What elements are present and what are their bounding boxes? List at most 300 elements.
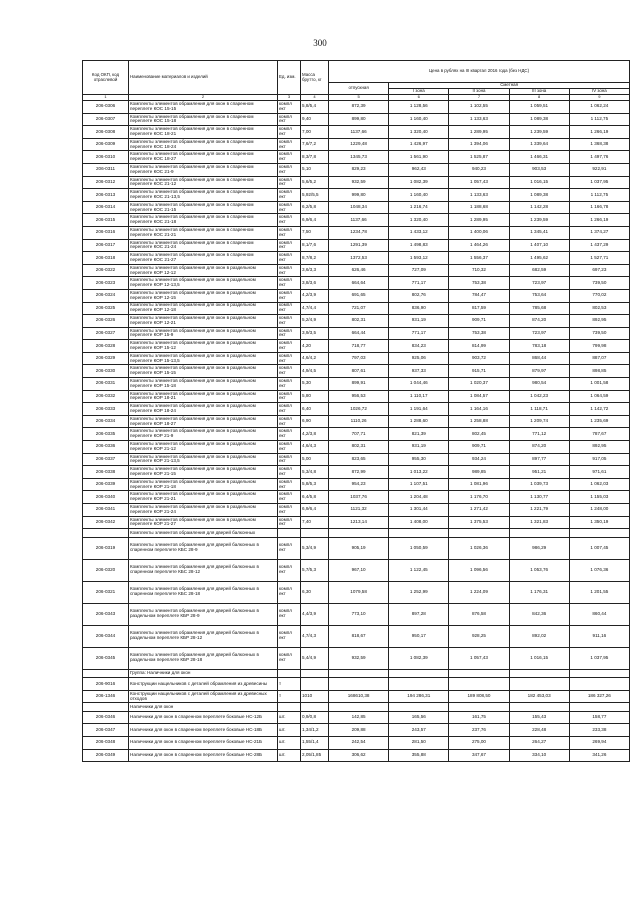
cell-mass: 6,2/5,8 — [301, 201, 329, 214]
cell-zone1-price: 1 191,64 — [389, 403, 449, 416]
cell-unit — [278, 669, 301, 678]
cell-name: Комплекты элементов обрамления для дверей балконных в спаренном переплете КБС 28-9 — [129, 537, 278, 559]
cell-zone3-price: 1 089,38 — [509, 113, 569, 126]
cell-code: 206-0338 — [83, 466, 129, 479]
cell-mass: 6,30 — [301, 581, 329, 603]
cell-name: Комплекты элементов обрамления для окон в раздельном переплете КОР 12-18 — [129, 302, 278, 315]
cell-zone1-price — [389, 529, 449, 538]
cell-mass — [301, 529, 329, 538]
cell-zone4-price: 697,23 — [569, 264, 629, 277]
cell-mass: 5,10 — [301, 163, 329, 176]
cell-code: 206-0332 — [83, 390, 129, 403]
cell-zone2-price: 1 400,06 — [449, 226, 509, 239]
cell-name: Наличники для окон — [129, 703, 278, 712]
cell-zone1-price: 1 252,99 — [389, 581, 449, 603]
cell-zone3-price: 1 495,62 — [509, 252, 569, 265]
cell-release-price: 1234,78 — [329, 226, 389, 239]
cell-unit: компл ект — [278, 625, 301, 647]
cell-unit: компл ект — [278, 365, 301, 378]
cell-zone3-price: 1 016,15 — [509, 647, 569, 669]
cell-unit: компл ект — [278, 302, 301, 315]
cell-code: 206-0334 — [83, 415, 129, 428]
table-row — [83, 678, 630, 691]
cell-zone4-price: 341,26 — [569, 749, 629, 762]
cell-release-price: 718,77 — [329, 340, 389, 353]
table-row — [83, 327, 630, 340]
cell-code: 206-0324 — [83, 289, 129, 302]
header-code: Код ОКП, код отраслевой — [83, 61, 129, 95]
cell-zone4-price: 1 112,75 — [569, 113, 629, 126]
cell-unit: компл ект — [278, 138, 301, 151]
table-row — [83, 163, 630, 176]
cell-name: Комплекты элементов обрамления для окон в спаренном переплете КОС 18-24 — [129, 138, 278, 151]
cell-zone1-price: 1 050,59 — [389, 537, 449, 559]
cell-mass: 5,3/4,8 — [301, 466, 329, 479]
cell-zone4-price: 799,98 — [569, 340, 629, 353]
table-row — [83, 516, 630, 529]
cell-mass: 1,55/1,4 — [301, 737, 329, 750]
table-row — [83, 302, 630, 315]
cell-zone3-price: 264,27 — [509, 737, 569, 750]
cell-mass: 6,90 — [301, 415, 329, 428]
cell-release-price: 773,10 — [329, 603, 389, 625]
cell-zone2-price: 928,25 — [449, 625, 509, 647]
cell-name: Комплекты элементов обрамления для дверей балконных в спаренном переплете КБС 28-12 — [129, 559, 278, 581]
cell-zone3-price: 723,97 — [509, 327, 569, 340]
cell-code: 206-0339 — [83, 478, 129, 491]
cell-zone1-price — [389, 678, 449, 691]
cell-zone3-price: 1 466,31 — [509, 151, 569, 164]
cell-code: 206-0308 — [83, 126, 129, 139]
cell-zone3-price: 1 239,59 — [509, 126, 569, 139]
cell-zone1-price: 1 301,44 — [389, 504, 449, 517]
cell-zone3-price: 1 142,28 — [509, 201, 569, 214]
cell-release-price: 168610,38 — [329, 690, 389, 703]
cell-zone1-price: 1 160,40 — [389, 189, 449, 202]
cell-release-price: 209,88 — [329, 724, 389, 737]
cell-zone2-price: 161,75 — [449, 711, 509, 724]
cell-zone4-price: 739,50 — [569, 327, 629, 340]
cell-name: Комплекты элементов обрамления для дверей балконных в раздельном переплете КБР 28-9 — [129, 603, 278, 625]
table-row — [83, 277, 630, 290]
cell-release-price: 872,39 — [329, 101, 389, 114]
cell-zone3-price: 1 321,83 — [509, 516, 569, 529]
cell-mass: 6,9/6,4 — [301, 214, 329, 227]
cell-zone1-price: 955,30 — [389, 453, 449, 466]
cell-name: Комплекты элементов обрамления для окон в спаренном переплете КОС 15-15 — [129, 101, 278, 114]
cell-zone2-price: 817,59 — [449, 302, 509, 315]
table-row — [83, 289, 630, 302]
cell-zone2-price: 1 188,68 — [449, 201, 509, 214]
cell-code: 206-9016 — [83, 678, 129, 691]
cell-unit: компл ект — [278, 428, 301, 441]
table-row — [83, 415, 630, 428]
cell-zone4-price: 1 076,36 — [569, 559, 629, 581]
cell-zone3-price: 753,64 — [509, 289, 569, 302]
cell-release-price: 899,80 — [329, 113, 389, 126]
table-row — [83, 214, 630, 227]
cell-unit — [278, 529, 301, 538]
cell-release-price: 1037,76 — [329, 491, 389, 504]
cell-name: Комплекты элементов обрамления для окон в раздельном переплете КОР 21-12 — [129, 441, 278, 454]
cell-code: 206-0336 — [83, 441, 129, 454]
cell-zone2-price — [449, 669, 509, 678]
cell-unit: компл ект — [278, 352, 301, 365]
cell-unit: компл ект — [278, 478, 301, 491]
cell-mass: 9,40 — [301, 113, 329, 126]
cell-name: Комплекты элементов обрамления для окон в спаренном переплете КОС 21-12 — [129, 176, 278, 189]
cell-release-price: 1229,48 — [329, 138, 389, 151]
cell-zone3-price: 1 089,38 — [509, 189, 569, 202]
cell-unit: компл ект — [278, 504, 301, 517]
cell-unit: компл ект — [278, 537, 301, 559]
cell-release-price: 899,91 — [329, 378, 389, 391]
header-estimate: Сметная — [389, 83, 630, 89]
cell-mass: 5,92/5,5 — [301, 189, 329, 202]
cell-mass — [301, 678, 329, 691]
table-row — [83, 478, 630, 491]
cell-zone4-price: 1 527,71 — [569, 252, 629, 265]
cell-code: 206-0309 — [83, 138, 129, 151]
cell-code: 206-0313 — [83, 189, 129, 202]
cell-mass: 8,3/7,8 — [301, 151, 329, 164]
cell-zone1-price: 1 082,39 — [389, 647, 449, 669]
cell-name: Комплекты элементов обрамления для дверей балконных — [129, 529, 278, 538]
cell-zone1-price: 1 204,48 — [389, 491, 449, 504]
cell-zone1-price: 1 426,97 — [389, 138, 449, 151]
cell-code: 206-0337 — [83, 453, 129, 466]
cell-mass: 2,05/1,85 — [301, 749, 329, 762]
column-number: 9 — [569, 95, 629, 101]
cell-zone3-price: 1 016,15 — [509, 176, 569, 189]
cell-unit: компл ект — [278, 466, 301, 479]
cell-zone1-price: 1 216,74 — [389, 201, 449, 214]
cell-name: Группа: Наличники для окон — [129, 669, 278, 678]
cell-zone2-price: 1 020,37 — [449, 378, 509, 391]
cell-code: 206-0344 — [83, 625, 129, 647]
cell-unit: компл ект — [278, 189, 301, 202]
cell-mass: 5,7/5,3 — [301, 559, 329, 581]
cell-unit — [278, 703, 301, 712]
cell-mass: 4,2/3,8 — [301, 428, 329, 441]
cell-zone3-price: 1 221,79 — [509, 504, 569, 517]
table-row — [83, 625, 630, 647]
cell-code: 206-0348 — [83, 737, 129, 750]
cell-name: Комплекты элементов обрамления для окон в раздельном переплете КОР 12-21 — [129, 315, 278, 328]
cell-name: Комплекты элементов обрамления для окон в раздельном переплете КОР 12-15 — [129, 289, 278, 302]
cell-release-price: 626,46 — [329, 264, 389, 277]
cell-name: Комплекты элементов обрамления для окон в раздельном переплете КОР 21-15 — [129, 466, 278, 479]
cell-release-price: 1079,58 — [329, 581, 389, 603]
cell-zone1-price: 1 128,56 — [389, 101, 449, 114]
table-row — [83, 126, 630, 139]
cell-release-price: 829,23 — [329, 163, 389, 176]
cell-zone3-price: 334,10 — [509, 749, 569, 762]
cell-zone3-price: 771,12 — [509, 428, 569, 441]
table-row — [83, 189, 630, 202]
cell-zone4-price: 1 064,59 — [569, 390, 629, 403]
cell-mass — [301, 669, 329, 678]
cell-zone3-price: 1 239,59 — [509, 214, 569, 227]
cell-zone4-price: 1 235,69 — [569, 415, 629, 428]
cell-zone3-price: 892,02 — [509, 625, 569, 647]
cell-zone4-price: 898,85 — [569, 365, 629, 378]
cell-release-price — [329, 669, 389, 678]
cell-release-price — [329, 529, 389, 538]
cell-zone2-price: 1 096,56 — [449, 559, 509, 581]
cell-unit: компл ект — [278, 378, 301, 391]
cell-code: 206-0316 — [83, 226, 129, 239]
cell-zone1-price: 937,33 — [389, 365, 449, 378]
cell-unit: компл ект — [278, 516, 301, 529]
cell-release-price: 802,31 — [329, 315, 389, 328]
cell-name: Комплекты элементов обрамления для окон в спаренном переплете КОС 21-21 — [129, 226, 278, 239]
cell-zone4-price: 1 112,75 — [569, 189, 629, 202]
cell-zone4-price: 802,53 — [569, 302, 629, 315]
cell-zone4-price — [569, 678, 629, 691]
cell-zone1-price: 962,43 — [389, 163, 449, 176]
cell-release-price: 1026,72 — [329, 403, 389, 416]
cell-zone4-price: 917,05 — [569, 453, 629, 466]
table-row — [83, 365, 630, 378]
cell-zone2-price: 934,24 — [449, 453, 509, 466]
cell-zone4-price: 1 037,95 — [569, 176, 629, 189]
cell-zone1-price: 194 286,31 — [389, 690, 449, 703]
cell-zone4-price: 911,16 — [569, 625, 629, 647]
cell-zone1-price: 727,09 — [389, 264, 449, 277]
cell-mass: 7,40 — [301, 516, 329, 529]
table-row — [83, 340, 630, 353]
cell-release-price: 664,64 — [329, 277, 389, 290]
cell-zone2-price: 189 808,50 — [449, 690, 509, 703]
cell-zone3-price: 986,29 — [509, 537, 569, 559]
table-row — [83, 403, 630, 416]
table-row — [83, 226, 630, 239]
cell-release-price: 818,67 — [329, 625, 389, 647]
cell-zone2-price: 1 176,70 — [449, 491, 509, 504]
cell-code: 206-0312 — [83, 176, 129, 189]
table-row — [83, 529, 630, 538]
cell-zone2-price: 802,45 — [449, 428, 509, 441]
cell-zone1-price: 1 408,00 — [389, 516, 449, 529]
cell-name: Комплекты элементов обрамления для окон в раздельном переплете КОР 15-13,5 — [129, 352, 278, 365]
cell-release-price — [329, 703, 389, 712]
cell-release-price: 807,61 — [329, 365, 389, 378]
cell-zone2-price: 909,71 — [449, 315, 509, 328]
cell-release-price: 797,03 — [329, 352, 389, 365]
cell-release-price: 1213,14 — [329, 516, 389, 529]
cell-zone3-price: 182 453,03 — [509, 690, 569, 703]
cell-unit: шт. — [278, 724, 301, 737]
cell-code: 206-0319 — [83, 537, 129, 559]
header-mass: Масса брутто, кг — [301, 61, 329, 95]
cell-zone2-price: 1 289,95 — [449, 214, 509, 227]
cell-name: Комплекты элементов обрамления для окон в спаренном переплете КОС 15-18 — [129, 113, 278, 126]
cell-zone3-price: 155,43 — [509, 711, 569, 724]
cell-zone2-price — [449, 678, 509, 691]
cell-unit: компл ект — [278, 252, 301, 265]
cell-mass: 7,50 — [301, 226, 329, 239]
cell-release-price: 1110,26 — [329, 415, 389, 428]
cell-unit: компл ект — [278, 390, 301, 403]
cell-zone3-price: 874,20 — [509, 315, 569, 328]
table-row — [83, 581, 630, 603]
cell-release-price: 1137,66 — [329, 214, 389, 227]
cell-unit: компл ект — [278, 491, 301, 504]
cell-mass: 5,30 — [301, 378, 329, 391]
cell-mass: 5,2/4,9 — [301, 315, 329, 328]
cell-zone3-price — [509, 703, 569, 712]
price-table — [82, 60, 630, 762]
cell-unit: компл ект — [278, 581, 301, 603]
cell-release-price: 1121,32 — [329, 504, 389, 517]
cell-code: 206-0343 — [83, 603, 129, 625]
cell-zone4-price: 1 062,03 — [569, 478, 629, 491]
cell-code — [83, 669, 129, 678]
cell-release-price: 999,80 — [329, 189, 389, 202]
cell-mass: 8,7/8,2 — [301, 252, 329, 265]
cell-zone2-price: 1 084,57 — [449, 390, 509, 403]
cell-code: 206-0320 — [83, 559, 129, 581]
cell-zone3-price — [509, 529, 569, 538]
table-row — [83, 428, 630, 441]
cell-release-price: 954,23 — [329, 478, 389, 491]
table-row — [83, 603, 630, 625]
cell-code: 206-0346 — [83, 711, 129, 724]
cell-code: 206-0327 — [83, 327, 129, 340]
table-row — [83, 647, 630, 669]
column-number: 1 — [83, 95, 129, 101]
cell-unit: т — [278, 690, 301, 703]
column-number: 6 — [389, 95, 449, 101]
cell-code: 206-0321 — [83, 581, 129, 603]
cell-zone4-price: 1 201,55 — [569, 581, 629, 603]
cell-zone4-price: 739,50 — [569, 277, 629, 290]
cell-zone3-price: 1 339,64 — [509, 138, 569, 151]
cell-mass: 3,8/3,6 — [301, 277, 329, 290]
table-row — [83, 559, 630, 581]
cell-zone4-price: 1 266,19 — [569, 126, 629, 139]
cell-name: Комплекты элементов обрамления для окон в спаренном переплете КОС 18-27 — [129, 151, 278, 164]
cell-zone3-price: 1 118,71 — [509, 403, 569, 416]
cell-zone4-price: 887,07 — [569, 352, 629, 365]
cell-unit: компл ект — [278, 453, 301, 466]
table-row — [83, 390, 630, 403]
cell-zone3-price: 1 176,31 — [509, 581, 569, 603]
cell-zone3-price: 897,77 — [509, 453, 569, 466]
cell-zone2-price: 876,58 — [449, 603, 509, 625]
cell-name: Комплекты элементов обрамления для окон в раздельном переплете КОР 21-9 — [129, 428, 278, 441]
table-row — [83, 453, 630, 466]
cell-zone1-price: 165,56 — [389, 711, 449, 724]
cell-name: Комплекты элементов обрамления для окон в спаренном переплете КОС 21-9 — [129, 163, 278, 176]
cell-zone3-price: 723,97 — [509, 277, 569, 290]
cell-zone1-price: 355,88 — [389, 749, 449, 762]
cell-release-price: 721,07 — [329, 302, 389, 315]
cell-zone2-price: 1 375,53 — [449, 516, 509, 529]
cell-zone4-price — [569, 703, 629, 712]
cell-release-price: 905,19 — [329, 537, 389, 559]
cell-mass: 4,20 — [301, 340, 329, 353]
cell-mass: 7,6/7,2 — [301, 138, 329, 151]
cell-mass: 4,4/3,9 — [301, 603, 329, 625]
cell-name: Комплекты элементов обрамления для окон в раздельном переплете КОР 15-15 — [129, 365, 278, 378]
cell-mass: 5,4/4,9 — [301, 647, 329, 669]
cell-zone2-price: 347,67 — [449, 749, 509, 762]
cell-code: 206-0335 — [83, 428, 129, 441]
cell-mass: 4,2/3,9 — [301, 289, 329, 302]
cell-zone2-price: 1 081,96 — [449, 478, 509, 491]
cell-zone3-price — [509, 669, 569, 678]
table-row — [83, 703, 630, 712]
cell-zone1-price: 281,50 — [389, 737, 449, 750]
table-row — [83, 201, 630, 214]
table-row — [83, 352, 630, 365]
cell-zone4-price — [569, 669, 629, 678]
cell-name: Комплекты элементов обрамления для окон в раздельном переплете КОР 18-27 — [129, 415, 278, 428]
cell-mass: 0,9/0,8 — [301, 711, 329, 724]
cell-zone1-price: 243,57 — [389, 724, 449, 737]
cell-zone2-price: 1 271,42 — [449, 504, 509, 517]
cell-code: 206-0345 — [83, 647, 129, 669]
cell-unit: компл ект — [278, 327, 301, 340]
cell-zone1-price: 771,17 — [389, 327, 449, 340]
header-zone2: II зона — [449, 89, 509, 95]
table-row — [83, 504, 630, 517]
cell-zone4-price: 1 062,24 — [569, 101, 629, 114]
cell-zone3-price: 1 130,77 — [509, 491, 569, 504]
header-price-group: Цена в рублях на III квартал 2016 года (без НДС) — [329, 61, 630, 83]
cell-release-price: 1345,73 — [329, 151, 389, 164]
cell-code: 206-0318 — [83, 252, 129, 265]
cell-zone4-price: 1 437,29 — [569, 239, 629, 252]
cell-release-price — [329, 678, 389, 691]
cell-code: 206-0342 — [83, 516, 129, 529]
cell-zone4-price: 922,91 — [569, 163, 629, 176]
column-number: 7 — [449, 95, 509, 101]
table-row — [83, 101, 630, 114]
cell-zone3-price: 980,54 — [509, 378, 569, 391]
cell-zone4-price: 1 368,38 — [569, 138, 629, 151]
cell-name: Наличники для окон в спаренном переплете боковые НС-12Б — [129, 711, 278, 724]
cell-code: 206-0307 — [83, 113, 129, 126]
cell-name: Комплекты элементов обрамления для окон в раздельном переплете КОР 21-21 — [129, 491, 278, 504]
cell-zone4-price: 1 350,19 — [569, 516, 629, 529]
cell-zone1-price: 931,19 — [389, 315, 449, 328]
cell-zone1-price: 1 044,46 — [389, 378, 449, 391]
cell-zone4-price: 892,95 — [569, 315, 629, 328]
table-row — [83, 491, 630, 504]
cell-zone4-price: 787,67 — [569, 428, 629, 441]
cell-name: Комплекты элементов обрамления для окон в раздельном переплете КОР 21-27 — [129, 516, 278, 529]
cell-zone4-price: 1 037,95 — [569, 647, 629, 669]
cell-unit: компл ект — [278, 113, 301, 126]
cell-mass: 4,7/4,4 — [301, 302, 329, 315]
cell-name: Комплекты элементов обрамления для окон в раздельном переплете КОР 15-18 — [129, 378, 278, 391]
cell-code: 206-0317 — [83, 239, 129, 252]
cell-zone2-price: 1 102,55 — [449, 101, 509, 114]
cell-unit: компл ект — [278, 415, 301, 428]
cell-mass: 5,00 — [301, 453, 329, 466]
cell-release-price: 1291,39 — [329, 239, 389, 252]
cell-mass: 1,34/1,2 — [301, 724, 329, 737]
cell-code — [83, 529, 129, 538]
cell-release-price: 1372,53 — [329, 252, 389, 265]
cell-zone3-price: 868,44 — [509, 352, 569, 365]
cell-name: Наличники для окон в спаренном переплете боковые НС-28Б — [129, 749, 278, 762]
cell-unit: компл ект — [278, 340, 301, 353]
cell-name: Комплекты элементов обрамления для окон в спаренном переплете КОС 21-13,5 — [129, 189, 278, 202]
